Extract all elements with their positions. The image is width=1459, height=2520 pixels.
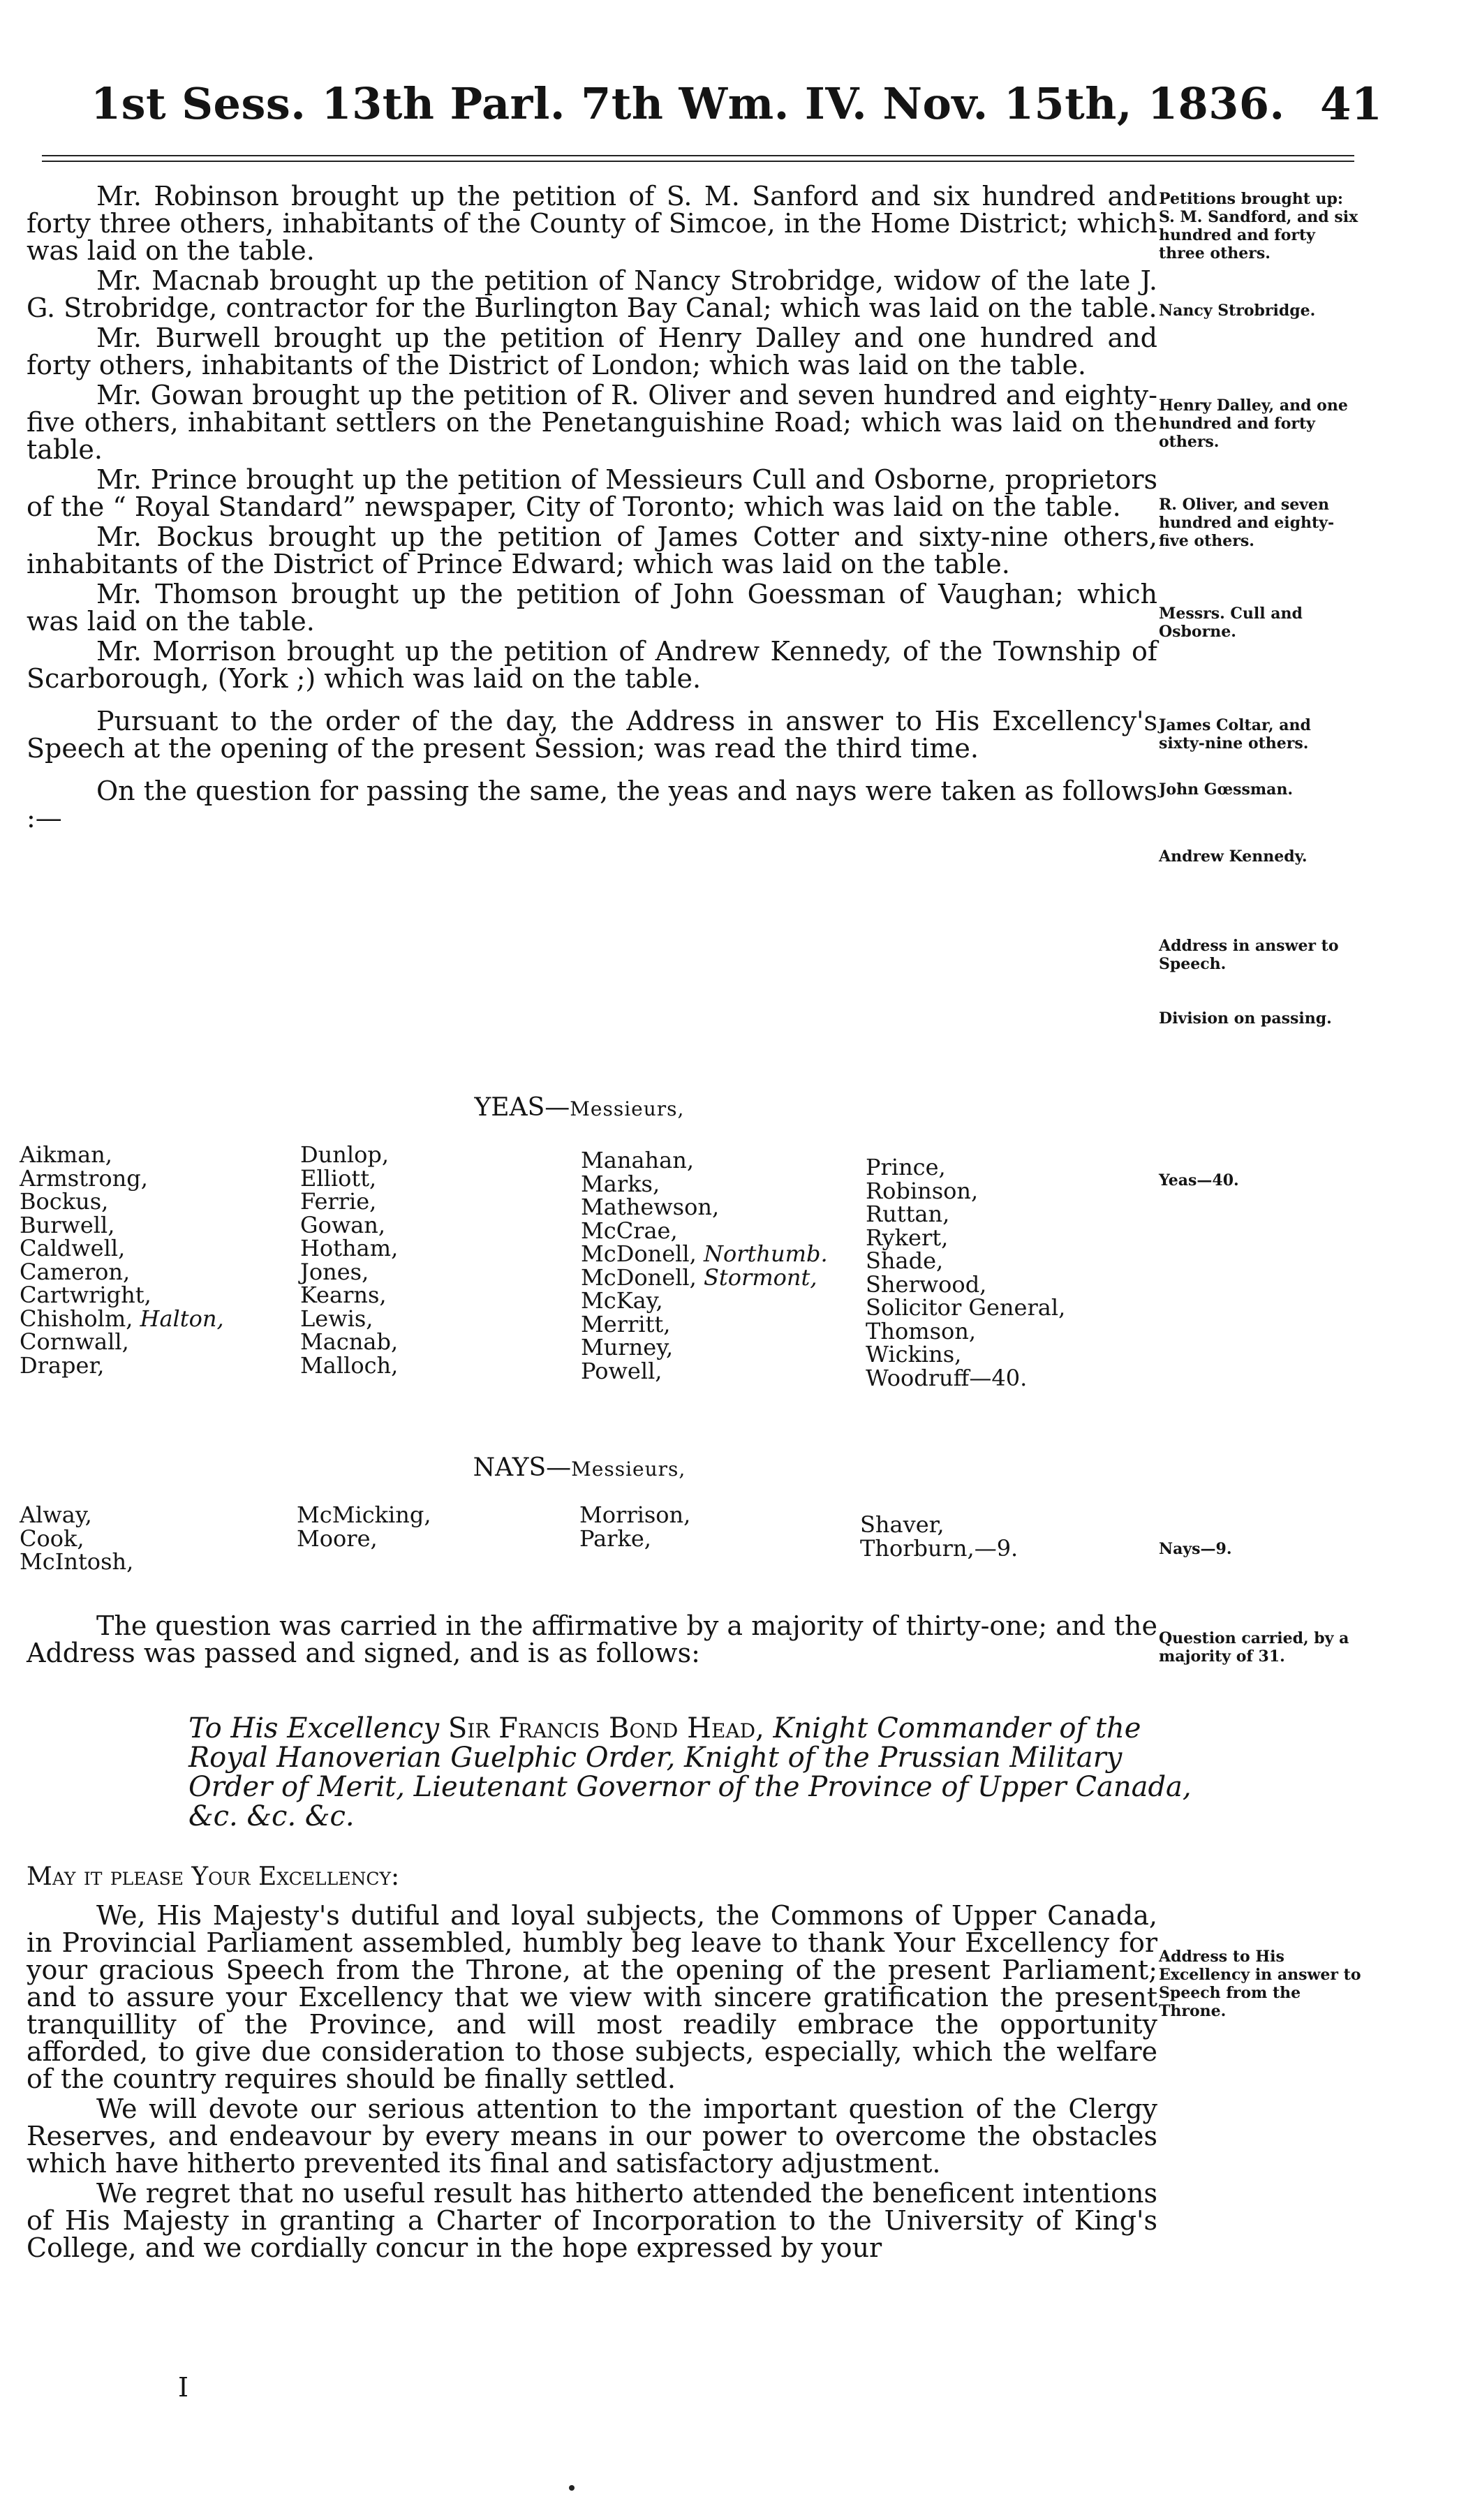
yea-name: Lewis, <box>300 1305 373 1332</box>
yea-name: McDonell, <box>581 1240 697 1267</box>
yea-name: McKay, <box>581 1287 663 1314</box>
paragraph-address-third-reading: Pursuant to the order of the day, the Address in answer to His Excellency's Speech at the opening of the present Session; was read the third time. <box>27 706 1157 764</box>
yea-name: Cartwright, <box>20 1282 151 1308</box>
yea-name: Aikman, <box>20 1141 112 1168</box>
yea-name: Dunlop, <box>300 1141 390 1168</box>
address-heading <box>188 1714 1194 1831</box>
yea-name: Marks, <box>581 1170 660 1197</box>
nays-heading-main: NAYS— <box>473 1453 572 1482</box>
yea-name: Caldwell, <box>20 1235 126 1261</box>
nay-name: Shaver, <box>860 1511 945 1538</box>
yea-name: Hotham, <box>300 1235 399 1261</box>
nay-name: McIntosh, <box>20 1548 134 1575</box>
yea-name: Burwell, <box>20 1211 115 1238</box>
margin-note-goessman: John Gœssman. <box>1159 780 1294 799</box>
yea-name: Armstrong, <box>20 1164 148 1192</box>
yeas-column-2 <box>300 1143 398 1377</box>
page-number: 41 <box>1319 78 1382 131</box>
yea-name: Merritt, <box>581 1310 671 1337</box>
riding-label: Halton, <box>140 1305 224 1332</box>
yea-name: Solicitor General, <box>866 1294 1066 1321</box>
nays-column-4 <box>860 1513 1018 1560</box>
paragraph-petition-kennedy: Mr. Morrison brought up the petition of Andrew Kennedy, of the Township of Scarborough, (York ;) which was laid on the table. <box>27 636 1157 694</box>
address-lead: To His Excellency <box>188 1712 448 1744</box>
signature-mark: I <box>178 2372 189 2403</box>
yeas-heading <box>0 1093 1159 1122</box>
paragraph-clergy-reserves: We will devote our serious attention to the important question of the Clergy Reserves, and endeavour by every means in our power to overcome the obstacles which have hitherto prevented its final and satisfactory adjustment. <box>27 2093 1157 2179</box>
riding-label: Stormont, <box>703 1263 817 1291</box>
paragraph-petition-strobridge: Mr. Macnab brought up the petition of Nancy Strobridge, widow of the late J. G. Strobridge, contractor for the Burlington Bay Canal; which was laid on the table. <box>27 265 1157 323</box>
yea-name: McCrae, <box>581 1217 678 1244</box>
nays-column-1 <box>20 1504 133 1574</box>
yea-name: Jones, <box>300 1258 369 1285</box>
yea-name: Prince, <box>866 1154 946 1180</box>
margin-note-kennedy: Andrew Kennedy. <box>1159 847 1308 866</box>
nay-name: McMicking, <box>297 1502 431 1528</box>
yea-name: Chisholm, <box>20 1305 133 1332</box>
yea-name: McDonell, <box>581 1263 697 1291</box>
result-body <box>27 1610 1157 1670</box>
page-header <box>91 78 1382 134</box>
yea-name: Malloch, <box>300 1351 399 1379</box>
margin-note-oliver: R. Oliver, and seven hundred and eighty-five others. <box>1159 496 1335 550</box>
address-recipient-name: Sir Francis Bond Head, <box>447 1712 764 1744</box>
margin-note-sanford: Petitions brought up: S. M. Sandford, and six hundred and forty three others. <box>1159 190 1358 262</box>
yea-name: Gowan, <box>300 1211 386 1238</box>
margin-note-dalley: Henry Dalley, and one hundred and forty others. <box>1159 396 1348 451</box>
yea-name-with-riding <box>581 1263 828 1291</box>
margin-note-yeas-total: Yeas—40. <box>1159 1171 1239 1189</box>
yea-name: Draper, <box>20 1351 105 1379</box>
yea-name: Cornwall, <box>20 1328 129 1355</box>
nay-name: Moore, <box>297 1525 378 1552</box>
nays-heading-sub: Messieurs, <box>571 1458 686 1481</box>
yea-name: Wickins, <box>866 1341 962 1368</box>
nays-list <box>0 1504 1159 1587</box>
paragraph-division: On the question for passing the same, the yeas and nays were taken as follows :— <box>27 776 1157 833</box>
yeas-list <box>0 1143 1159 1423</box>
paragraph-petition-dalley: Mr. Burwell brought up the petition of Henry Dalley and one hundred and forty others, inhabitants of the District of London; which was laid on the table. <box>27 323 1157 380</box>
header-rule <box>42 155 1354 156</box>
nay-name: Parke, <box>579 1525 651 1552</box>
yea-name: Murney, <box>581 1334 674 1361</box>
address-titles: Knight Commander of the Royal Hanoverian Guelphic Order, Knight of the Prussian Military Order of Merit, Lieutenant Governor of the Province of Upper Canada, &c. &c. &c. <box>188 1712 1192 1832</box>
yea-name-with-riding <box>581 1240 828 1267</box>
yea-name: Cameron, <box>20 1258 131 1285</box>
margin-note-division: Division on passing. <box>1159 1009 1332 1028</box>
paragraph-petition-goessman: Mr. Thomson brought up the petition of John Goessman of Vaughan; which was laid on the table. <box>27 579 1157 637</box>
yea-name: Mathewson, <box>581 1194 720 1220</box>
petitions-body <box>27 183 1157 835</box>
nays-column-3 <box>579 1504 690 1550</box>
print-dot <box>569 2485 575 2491</box>
salutation: May it please Your Excellency: <box>27 1862 400 1891</box>
riding-label: Northumb. <box>703 1240 828 1267</box>
margin-note-cull-osborne: Messrs. Cull and Osborne. <box>1159 605 1303 641</box>
margin-note-cotter: James Coltar, and sixty-nine others. <box>1159 716 1311 753</box>
paragraph-petition-cull-osborne: Mr. Prince brought up the petition of Messieurs Cull and Osborne, proprietors of the “ Royal Standard” newspaper, City of Toronto; which was laid on the table. <box>27 464 1157 522</box>
header-rule-double <box>42 161 1354 162</box>
yeas-column-4 <box>866 1156 1065 1390</box>
yea-name: Powell, <box>581 1357 662 1384</box>
paragraph-address-thanks: We, His Majesty's dutiful and loyal subjects, the Commons of Upper Canada, in Provincial Parliament assembled, humbly beg leave to thank Your Excellency for your gracious Speech from the Throne, at the opening of the present Parliament; and to assure your Excellency that we view with sincere gratification the present tranquillity of the Province, and will most readily embrace the opportunity afforded, to give due consideration to those subjects, especially, which the welfare of the country requires should be finally settled. <box>27 1900 1157 2094</box>
yeas-heading-main: YEAS— <box>474 1093 570 1122</box>
margin-note-majority: Question carried, by a majority of 31. <box>1159 1629 1349 1666</box>
yea-name: Ferrie, <box>300 1188 377 1215</box>
paragraph-petition-cotter: Mr. Bockus brought up the petition of James Cotter and sixty-nine others, inhabitants of the District of Prince Edward; which was laid on the table. <box>27 521 1157 579</box>
yeas-column-3 <box>581 1149 828 1383</box>
address-body <box>27 1902 1157 2265</box>
yeas-column-1 <box>20 1143 224 1377</box>
margin-note-strobridge: Nancy Strobridge. <box>1159 302 1316 320</box>
running-title: 1st Sess. 13th Parl. 7th Wm. IV. Nov. 15th, 1836. <box>91 78 1285 129</box>
paragraph-question-carried: The question was carried in the affirmative by a majority of thirty-one; and the Address was passed and signed, and is as follows: <box>27 1610 1157 1668</box>
nays-heading <box>0 1453 1159 1482</box>
nay-name: Morrison, <box>579 1502 691 1528</box>
yea-name: Macnab, <box>300 1328 399 1355</box>
yea-name: Robinson, <box>866 1177 979 1204</box>
yea-name: Woodruff—40. <box>866 1364 1028 1391</box>
yea-name: Shade, <box>866 1247 944 1274</box>
paragraph-petition-sanford: Mr. Robinson brought up the petition of S. M. Sanford and six hundred and forty three others, inhabitants of the County of Simcoe, in the Home District; which was laid on the table. <box>27 181 1157 266</box>
nay-name: Alway, <box>20 1502 92 1528</box>
margin-note-address-answer: Address in answer to Speech. <box>1159 937 1339 973</box>
nays-column-2 <box>297 1504 431 1550</box>
yea-name: Rykert, <box>866 1224 949 1251</box>
yea-name: Sherwood, <box>866 1270 987 1298</box>
yea-name: Elliott, <box>300 1164 377 1192</box>
paragraph-kings-college: We regret that no useful result has hitherto attended the beneficent intentions of His Majesty in granting a Charter of Incorporation to the University of King's College, and we cordially concur in the hope expressed by your <box>27 2178 1157 2263</box>
yea-name: Thomson, <box>866 1317 977 1344</box>
yea-name: Manahan, <box>581 1147 694 1173</box>
yea-name: Ruttan, <box>866 1201 950 1227</box>
yea-name: Bockus, <box>20 1188 109 1215</box>
nay-name: Cook, <box>20 1525 84 1552</box>
paragraph-petition-oliver: Mr. Gowan brought up the petition of R. Oliver and seven hundred and eighty-five others, inhabitant settlers on the Penetanguishine Road; which was laid on the table. <box>27 380 1157 465</box>
yea-name-with-riding <box>20 1307 224 1331</box>
yea-name: Kearns, <box>300 1282 387 1308</box>
nay-name: Thorburn,—9. <box>860 1534 1019 1562</box>
yeas-heading-sub: Messieurs, <box>570 1097 685 1120</box>
margin-note-nays-total: Nays—9. <box>1159 1540 1232 1558</box>
margin-note-address-throne: Address to His Excellency in answer to Speech from the Throne. <box>1159 1948 1361 2020</box>
